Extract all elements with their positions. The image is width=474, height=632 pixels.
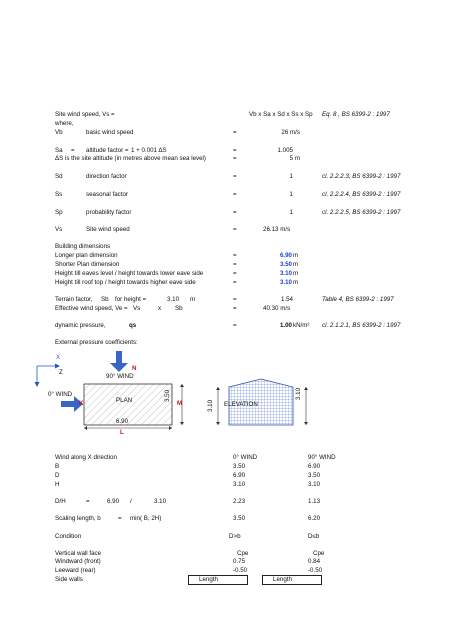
col-90-wind-header: 90° WIND <box>308 454 336 461</box>
vertical-c0: Cpe <box>237 550 249 557</box>
vs-equals: = <box>233 226 237 233</box>
ss-symbol: Ss <box>55 191 63 198</box>
side-length-label: Length <box>273 576 292 583</box>
dh-denominator: 3.10 <box>154 498 167 505</box>
dh-numerator: 6.90 <box>107 498 120 505</box>
row-b-label: B <box>55 463 60 470</box>
eq-reference: Eq. 8 , BS 6399-2 : 1997 <box>322 111 390 118</box>
wind-speed-formula: Vb x Sa x Sd x Ss x Sp <box>249 111 313 118</box>
dims-unit: m <box>293 261 299 268</box>
elevation-height-left: 3.10 <box>207 399 214 412</box>
scaling-equals: = <box>118 515 122 522</box>
side-length-label: Length <box>199 576 218 583</box>
dh-label: D/H <box>55 498 66 505</box>
dynamic-pressure-label: dynamic pressure, <box>55 322 106 329</box>
sd-value: 1 <box>289 173 293 180</box>
terrain-unit: m <box>190 296 196 303</box>
sa-equals: = <box>233 147 237 154</box>
external-coeff-title: External pressure coefficients: <box>55 339 138 346</box>
scaling-c0: 3.50 <box>233 515 246 522</box>
where-label: where, <box>55 120 74 127</box>
vb-label: basic wind speed <box>86 129 134 136</box>
dims-label: Height till roof top / height towards higher eave side <box>55 279 196 286</box>
wind-direction-header: Wind along X direction <box>55 454 117 461</box>
plan-side-dimension: 3.50 <box>164 389 171 402</box>
elevation-height-right: 3.10 <box>295 387 302 400</box>
sd-equals: = <box>233 173 237 180</box>
col-0-wind-header: 0° WIND <box>233 454 258 461</box>
ss-label: seasonal factor <box>86 191 128 198</box>
dims-label: Shorter Plan dimension <box>55 261 120 268</box>
row-d-c0: 6.90 <box>233 472 246 479</box>
dynamic-unit: kN/m² <box>293 322 310 329</box>
dims-label: Height till eaves level / height towards lower eave side <box>55 270 204 277</box>
dims-value: 3.50 <box>279 261 292 268</box>
vs-value: 26.13 m/s <box>263 226 291 233</box>
effective-equals: = <box>233 305 237 312</box>
dims-label: Longer plan dimension <box>55 252 118 259</box>
row-h-c90: 3.10 <box>308 481 321 488</box>
dims-unit: m <box>293 252 299 259</box>
axis-z-label: Z <box>59 369 63 376</box>
k-label: K <box>79 400 84 407</box>
row-d-label: D <box>55 472 60 479</box>
terrain-equals: = <box>233 296 237 303</box>
dims-equals: = <box>233 270 237 277</box>
terrain-height: 3.10 <box>167 296 180 303</box>
sd-reference: cl. 2.2.2.3, BS 6399-2 : 1997 <box>322 173 401 180</box>
scaling-c90: 6.20 <box>308 515 321 522</box>
sa-label: altitude factor = <box>86 147 129 154</box>
sp-symbol: Sp <box>55 209 63 216</box>
terrain-for-height: for height = <box>115 296 147 303</box>
vb-equals: = <box>233 129 237 136</box>
terrain-value: 1.54 <box>280 296 293 303</box>
row-h-label: H <box>55 481 60 488</box>
dynamic-value: 1.00 <box>279 322 292 329</box>
windward-c0: 0.75 <box>233 558 246 565</box>
dh-c90: 1.13 <box>308 498 321 505</box>
vs-symbol: Vs <box>55 226 63 233</box>
dh-c0: 2.23 <box>233 498 246 505</box>
scaling-min: min( B, 2H) <box>130 515 162 522</box>
condition-c90: D≤b <box>308 533 320 540</box>
dims-value: 3.10 <box>279 270 292 277</box>
sa-value: 1.005 <box>277 147 293 154</box>
dynamic-equals: = <box>233 322 237 329</box>
delta-s-equals: = <box>233 155 237 162</box>
effective-sb: Sb <box>175 305 183 312</box>
dims-equals: = <box>233 279 237 286</box>
ss-equals: = <box>233 191 237 198</box>
sp-value: 1 <box>289 209 293 216</box>
wind-0-label: 0° WIND <box>48 391 73 398</box>
vs-label: Site wind speed <box>86 226 130 233</box>
sa-symbol: Sa <box>55 147 63 154</box>
terrain-label: Terrain factor, <box>55 296 93 303</box>
axis-arrows <box>35 364 61 388</box>
effective-x: x <box>158 305 162 312</box>
wind-90-arrow <box>110 351 128 372</box>
sa-formula: 1 + 0.001 ΔS <box>131 147 167 154</box>
effective-vs: Vs <box>133 305 141 312</box>
l-label: L <box>120 429 124 436</box>
dims-title: Building dimensions <box>55 243 111 250</box>
ss-value: 1 <box>289 191 293 198</box>
side-length-box-90 <box>262 575 322 585</box>
sp-equals: = <box>233 209 237 216</box>
wind-90-label: 90° WIND <box>106 373 134 380</box>
terrain-sb: Sb <box>101 296 109 303</box>
dims-unit: m <box>293 279 299 286</box>
vb-symbol: Vb <box>55 129 63 136</box>
dims-unit: m <box>293 270 299 277</box>
effective-wind-label: Effective wind speed, Ve = <box>55 305 128 312</box>
m-label: M <box>177 400 183 407</box>
dynamic-qs: qs <box>129 322 137 329</box>
dims-value: 6.90 <box>279 252 292 259</box>
row-d-c90: 3.50 <box>308 472 321 479</box>
dh-slash: / <box>130 498 132 505</box>
vertical-c90: Cpe <box>313 550 325 557</box>
plan-label: PLAN <box>116 397 133 404</box>
leeward-label: Leeward (rear) <box>55 567 96 574</box>
n-label: N <box>132 365 137 372</box>
leeward-c90: -0.50 <box>308 567 323 574</box>
site-wind-speed-label: Site wind speed, Vs = <box>55 111 115 118</box>
row-b-c90: 6.90 <box>308 463 321 470</box>
axis-x-label: X <box>56 354 61 361</box>
delta-s-label: ΔS is the site altitude (in metres above mean sea level) <box>55 155 206 162</box>
effective-value: 40.30 m/s <box>263 305 291 312</box>
dynamic-reference: cl. 2.1.2.1, BS 6399-2 : 1997 <box>322 322 401 329</box>
sp-reference: cl. 2.2.2.5, BS 6399-2 : 1997 <box>322 209 401 216</box>
dims-equals: = <box>233 252 237 259</box>
dims-value: 3.10 <box>279 279 292 286</box>
ss-reference: cl. 2.2.2.4, BS 6399-2 : 1997 <box>322 191 401 198</box>
plan-length-dimension: 6.90 <box>116 418 129 425</box>
side-walls-label: Side walls <box>55 576 83 583</box>
sp-label: probability factor <box>86 209 132 216</box>
row-h-c0: 3.10 <box>233 481 246 488</box>
condition-c0: D>b <box>229 533 241 540</box>
sa-equals-1: = <box>71 147 75 154</box>
dims-equals: = <box>233 261 237 268</box>
side-length-box-0 <box>188 575 248 585</box>
dh-equals: = <box>86 498 90 505</box>
row-b-c0: 3.50 <box>233 463 246 470</box>
windward-label: Windward (front) <box>55 558 101 565</box>
scaling-label: Scaling length, b <box>55 515 101 522</box>
terrain-reference: Table 4, BS 6399-2 : 1997 <box>322 296 394 303</box>
condition-label: Condition <box>55 533 82 540</box>
vertical-wall-label: Vertical wall face <box>55 550 102 557</box>
sd-symbol: Sd <box>55 173 63 180</box>
windward-c90: 0.84 <box>308 558 321 565</box>
delta-s-value: 5 m <box>289 155 300 162</box>
leeward-c0: -0.50 <box>233 567 248 574</box>
sd-label: direction factor <box>86 173 127 180</box>
vb-value: 26 m/s <box>281 129 300 136</box>
elevation-label: ELEVATION <box>224 401 258 408</box>
